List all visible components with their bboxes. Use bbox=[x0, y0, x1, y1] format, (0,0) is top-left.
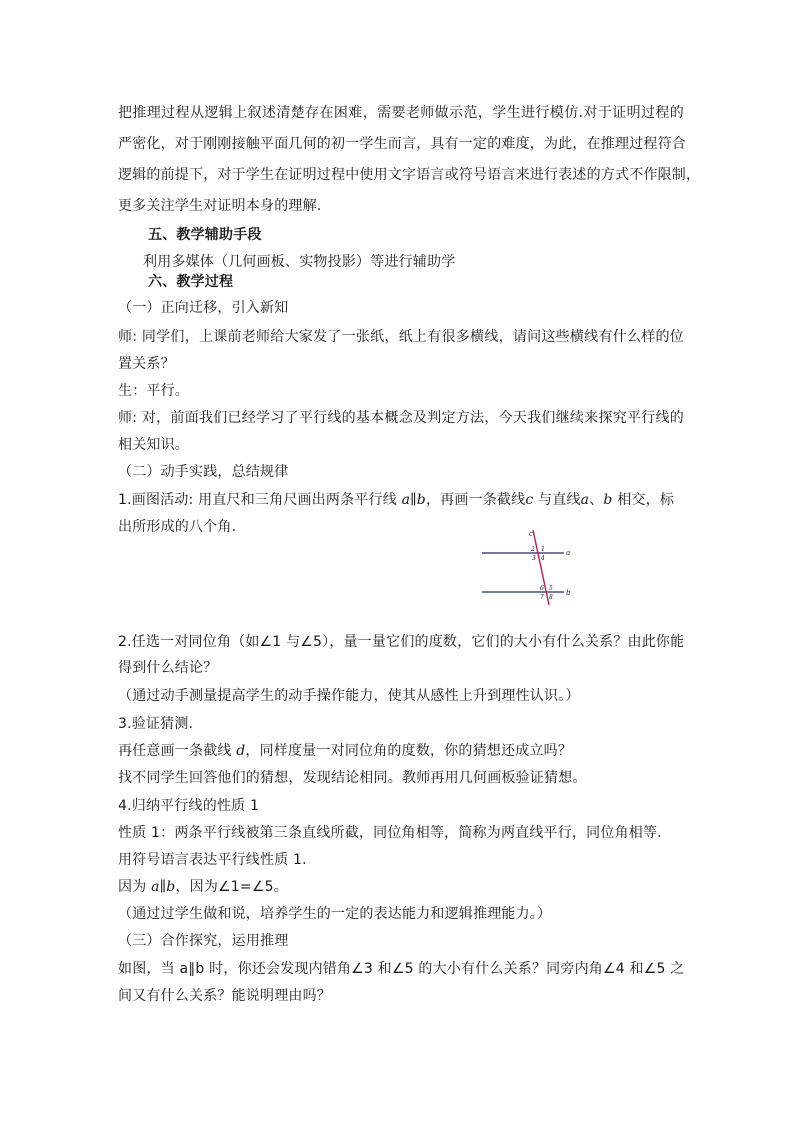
student-line-1: 生：平行。 bbox=[118, 383, 189, 399]
because-text-a: 因为 bbox=[118, 879, 152, 895]
line-c-symbol: c bbox=[525, 492, 534, 508]
activity-2-line-1: 2.任选一对同位角（如∠1 与∠5），量一量它们的度数，它们的大小有什么关系？由此你能 bbox=[118, 634, 685, 650]
label-b: b bbox=[566, 589, 571, 597]
activity-1-text-d: 、 bbox=[589, 492, 604, 508]
activity-4-heading: 4.归纳平行线的性质 1 bbox=[118, 798, 260, 814]
activity-1-text-e: 相交，标 bbox=[612, 492, 675, 508]
question-line-1: 如图，当 a∥b 时，你还会发现内错角∠3 和∠5 的大小有什么关系？同旁内角∠4 和∠5 之 bbox=[118, 961, 685, 977]
property-1-statement: 性质 1：两条平行线被第三条直线所截，同位角相等，简称为两直线平行，同位角相等. bbox=[118, 825, 662, 841]
parallel-ab-symbol: a∥b bbox=[401, 492, 426, 508]
because-parallel-symbol: a∥b bbox=[151, 879, 176, 895]
intro-line-3: 逻辑的前提下，对于学生在证明过程中使用文字语言或符号语言来进行表述的方式不作限制， bbox=[118, 167, 701, 183]
activity-1-text-b: ，再画一条截线 bbox=[425, 492, 526, 508]
label-c: c bbox=[529, 530, 533, 538]
activity-3-text-a: 再任意画一条截线 bbox=[118, 743, 237, 759]
line-b-symbol: b bbox=[603, 492, 613, 508]
activity-1-text-a: 1.画图活动: 用直尺和三角尺画出两条平行线 bbox=[118, 492, 402, 508]
activity-1-line-2: 出所形成的八个角. bbox=[118, 519, 237, 535]
line-a-symbol: a bbox=[580, 492, 590, 508]
section-5-heading: 五、教学辅助手段 bbox=[148, 227, 262, 243]
question-line-2: 间又有什么关系？能说明理由吗？ bbox=[118, 988, 331, 1004]
angle-label-4: 4 bbox=[541, 555, 545, 562]
activity-1-text-c: 与直线 bbox=[533, 492, 581, 508]
activity-3-line-1 bbox=[118, 742, 684, 760]
label-a: a bbox=[566, 549, 571, 557]
angle-label-8: 8 bbox=[549, 594, 553, 601]
note-2: （通过过学生做和说，培养学生的一定的表达能力和逻辑推理能力。） bbox=[118, 906, 552, 922]
symbolic-language-line: 用符号语言表达平行线性质 1. bbox=[118, 852, 307, 868]
teacher-line-1a: 师: 同学们，上课前老师给大家发了一张纸，纸上有很多横线，请问这些横线有什么样的位 bbox=[118, 329, 684, 345]
part-2-heading: （二）动手实践，总结规律 bbox=[118, 464, 289, 480]
section-5-body: 利用多媒体（几何画板、实物投影）等进行辅助学 bbox=[143, 254, 456, 270]
activity-2-note: （通过动手测量提高学生的动手操作能力，使其从感性上升到理性认识。） bbox=[118, 688, 580, 704]
angle-label-3: 3 bbox=[532, 555, 536, 562]
teacher-line-2a: 师: 对，前面我们已经学习了平行线的基本概念及判定方法，今天我们继续来探究平行线的 bbox=[118, 410, 684, 426]
activity-3-line-2: 找不同学生回答他们的猜想，发现结论相同。教师再用几何画板验证猜想。 bbox=[118, 770, 587, 786]
part-1-heading: （一）正向迁移，引入新知 bbox=[118, 300, 289, 316]
activity-3-text-b: ，同样度量一对同位角的度数，你的猜想还成立吗？ bbox=[245, 743, 573, 759]
line-d-symbol: d bbox=[236, 743, 246, 759]
angle-label-1: 1 bbox=[541, 546, 545, 553]
intro-line-2: 严密化，对于刚刚接触平面几何的初一学生而言，具有一定的难度，为此，在推理过程符合 bbox=[118, 136, 686, 152]
activity-1-line-1 bbox=[118, 491, 684, 509]
angle-label-2: 2 bbox=[531, 546, 535, 553]
intro-line-1: 把推理过程从逻辑上叙述清楚存在困难，需要老师做示范，学生进行模仿.对于证明过程的 bbox=[118, 105, 684, 121]
part-3-heading: （三）合作探究，运用推理 bbox=[118, 933, 289, 949]
angle-label-6: 6 bbox=[540, 585, 544, 592]
activity-3-heading: 3.验证猜测. bbox=[118, 716, 194, 732]
because-text-b: ，因为∠1=∠5。 bbox=[175, 879, 288, 895]
section-6-heading: 六、教学过程 bbox=[148, 274, 234, 290]
angle-label-7: 7 bbox=[540, 594, 544, 601]
teacher-line-1b: 置关系？ bbox=[118, 356, 175, 372]
teacher-line-2b: 相关知识。 bbox=[118, 437, 189, 453]
parallel-lines-figure bbox=[478, 528, 574, 606]
because-line bbox=[118, 878, 684, 896]
intro-line-4: 更多关注学生对证明本身的理解. bbox=[118, 198, 322, 214]
angle-label-5: 5 bbox=[549, 585, 553, 592]
activity-2-line-2: 得到什么结论？ bbox=[118, 660, 218, 676]
